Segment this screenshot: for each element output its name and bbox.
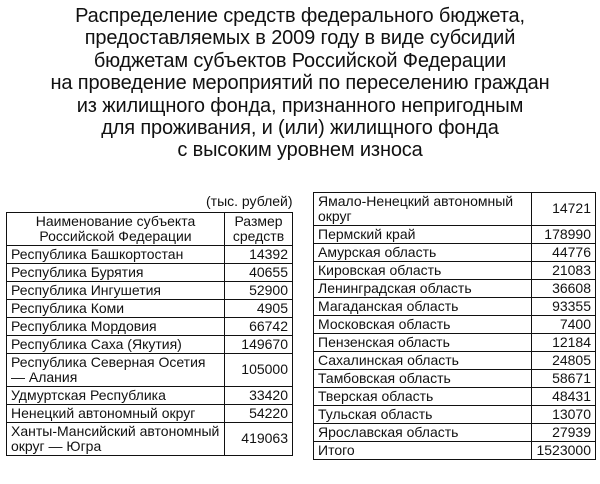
amount-value: 14721	[532, 193, 596, 226]
amount-value: 58671	[532, 370, 596, 388]
table-header-row	[7, 213, 293, 246]
total-row	[314, 442, 596, 460]
table-row	[314, 316, 596, 334]
table-row	[7, 336, 293, 354]
table-row	[7, 282, 293, 300]
region-name: Тульская область	[314, 406, 532, 424]
table-row	[314, 280, 596, 298]
title-line: для проживания, и (или) жилищного фонда	[101, 117, 499, 140]
amount-value: 36608	[532, 280, 596, 298]
table-row	[7, 300, 293, 318]
region-name: Республика Северная Осетия — Алания	[7, 354, 225, 387]
amount-value: 419063	[225, 423, 293, 456]
amount-value: 21083	[532, 262, 596, 280]
title-line: Распределение средств федерального бюджета,	[75, 5, 525, 27]
column-header-value: Размер средств	[225, 213, 293, 246]
region-name: Республика Саха (Якутия)	[7, 336, 225, 354]
table-row	[314, 334, 596, 352]
amount-value: 178990	[532, 226, 596, 244]
table-row	[314, 352, 596, 370]
table-row	[314, 370, 596, 388]
amount-value: 149670	[225, 336, 293, 354]
region-name: Удмуртская Республика	[7, 387, 225, 405]
title-line: с высоким уровнем износа	[177, 139, 423, 162]
table-row	[314, 298, 596, 316]
amount-value: 54220	[225, 405, 293, 423]
region-name: Сахалинская область	[314, 352, 532, 370]
table-row	[314, 226, 596, 244]
table-row	[314, 244, 596, 262]
amount-value: 33420	[225, 387, 293, 405]
funding-table-right	[313, 192, 596, 460]
amount-value: 66742	[225, 318, 293, 336]
region-name: Магаданская область	[314, 298, 532, 316]
title-line: бюджетам субъектов Российской Федерации	[93, 49, 507, 72]
total-label: Итого	[314, 442, 532, 460]
region-name: Амурская область	[314, 244, 532, 262]
region-name: Ненецкий автономный округ	[7, 405, 225, 423]
amount-value: 52900	[225, 282, 293, 300]
amount-value: 48431	[532, 388, 596, 406]
amount-value: 14392	[225, 246, 293, 264]
region-name: Ярославская область	[314, 424, 532, 442]
region-name: Республика Бурятия	[7, 264, 225, 282]
page-title	[0, 5, 600, 162]
column-header-name: Наименование субъекта Российской Федерации	[7, 213, 225, 246]
table-row	[7, 405, 293, 423]
region-name: Республика Мордовия	[7, 318, 225, 336]
units-label: (тыс. рублей)	[206, 193, 293, 209]
table-row	[7, 387, 293, 405]
title-line: предоставляемых в 2009 году в виде субсидий	[84, 27, 516, 50]
region-name: Ханты-Мансийский автономный округ — Югра	[7, 423, 225, 456]
table-row	[314, 406, 596, 424]
table-row	[314, 424, 596, 442]
amount-value: 105000	[225, 354, 293, 387]
title-line: на проведение мероприятий по переселению граждан	[50, 72, 550, 95]
region-name: Пензенская область	[314, 334, 532, 352]
region-name: Республика Ингушетия	[7, 282, 225, 300]
region-name: Ямало-Ненецкий автономный округ	[314, 193, 532, 226]
amount-value: 24805	[532, 352, 596, 370]
amount-value: 93355	[532, 298, 596, 316]
region-name: Республика Коми	[7, 300, 225, 318]
table-row	[314, 193, 596, 226]
funding-table-left	[6, 212, 293, 456]
region-name: Кировская область	[314, 262, 532, 280]
region-name: Республика Башкортостан	[7, 246, 225, 264]
region-name: Ленинградская область	[314, 280, 532, 298]
amount-value: 27939	[532, 424, 596, 442]
total-value: 1523000	[532, 442, 596, 460]
region-name: Московская область	[314, 316, 532, 334]
table-row	[7, 354, 293, 387]
amount-value: 13070	[532, 406, 596, 424]
table-row	[7, 423, 293, 456]
amount-value: 44776	[532, 244, 596, 262]
table-row	[314, 388, 596, 406]
region-name: Пермский край	[314, 226, 532, 244]
amount-value: 40655	[225, 264, 293, 282]
amount-value: 7400	[532, 316, 596, 334]
amount-value: 4905	[225, 300, 293, 318]
title-line: из жилищного фонда, признанного непригодным	[76, 94, 524, 117]
table-row	[7, 246, 293, 264]
region-name: Тамбовская область	[314, 370, 532, 388]
table-row	[7, 264, 293, 282]
amount-value: 12184	[532, 334, 596, 352]
table-row	[7, 318, 293, 336]
region-name: Тверская область	[314, 388, 532, 406]
table-row	[314, 262, 596, 280]
